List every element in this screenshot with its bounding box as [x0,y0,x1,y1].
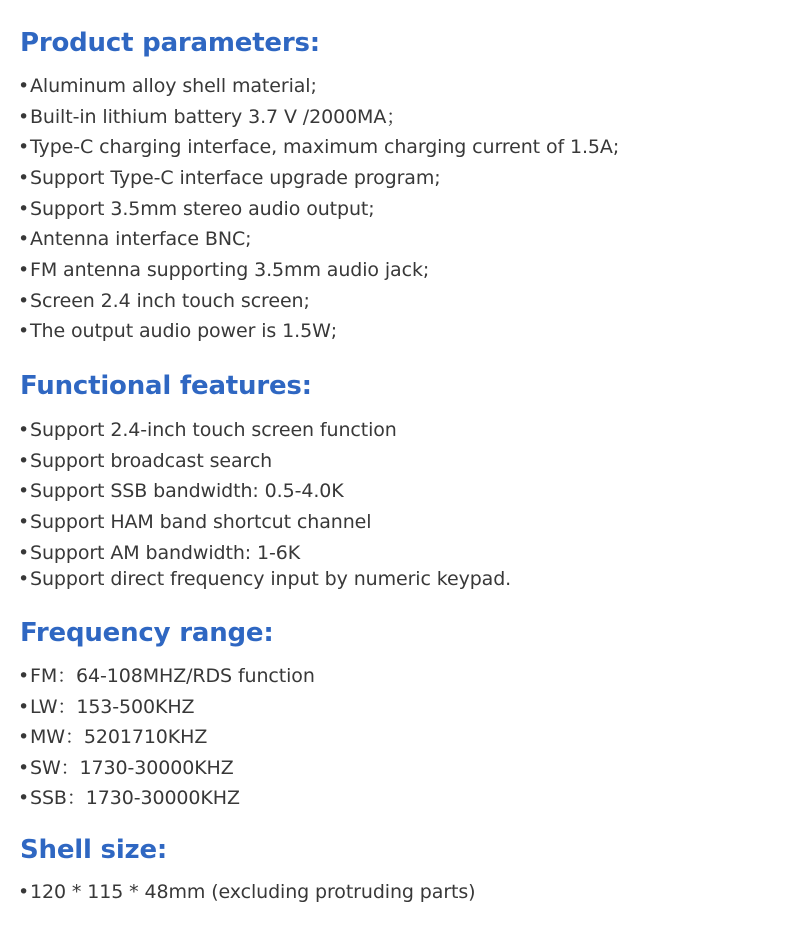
list-item [18,477,344,505]
list-item [18,225,251,253]
item-text: Support HAM band shortcut channel [30,511,372,533]
list-item [18,508,371,536]
bullet-icon: • [18,787,30,809]
section-title-product-parameters: Product parameters: [20,28,320,58]
item-text: Support 3.5mm stereo audio output; [30,198,375,220]
bullet-icon: • [18,881,30,903]
bullet-icon: • [18,419,30,441]
item-text: Support broadcast search [30,450,273,472]
list-item [18,317,337,345]
item-text: Support AM bandwidth: 1-6K [30,542,301,564]
bullet-icon: • [18,542,30,564]
bullet-icon: • [18,757,30,779]
bullet-icon: • [18,511,30,533]
list-item [18,72,317,100]
list-item [18,256,429,284]
list-item [18,565,511,593]
item-text: Support SSB bandwidth: 0.5-4.0K [30,480,344,502]
bullet-icon: • [18,167,30,189]
bullet-icon: • [18,198,30,220]
item-text: Support direct frequency input by numeric keypad. [30,568,512,590]
bullet-icon: • [18,228,30,250]
list-item [18,103,405,131]
list-item [18,164,441,192]
bullet-icon: • [18,696,30,718]
item-text: The output audio power is 1.5W; [30,320,338,342]
bullet-icon: • [18,75,30,97]
section-title-frequency-range: Frequency range: [20,618,274,648]
list-item [18,539,300,567]
bullet-icon: • [18,136,30,158]
item-text: Screen 2.4 inch touch screen; [30,290,310,312]
bullet-icon: • [18,480,30,502]
item-text: MW：5201710KHZ [30,726,208,748]
item-text: FM antenna supporting 3.5mm audio jack; [30,259,430,281]
list-item [18,195,375,223]
item-text: 120 * 115 * 48mm (excluding protruding parts) [30,881,476,903]
section-title-functional-features: Functional features: [20,371,312,401]
bullet-icon: • [18,290,30,312]
list-item [18,784,240,812]
bullet-icon: • [18,568,30,590]
item-text: FM：64-108MHZ/RDS function [30,665,315,687]
item-text: SSB：1730-30000KHZ [30,787,240,809]
list-item [18,447,272,475]
item-text: Antenna interface BNC; [30,228,252,250]
item-text: LW：153-500KHZ [30,696,195,718]
item-text: Built-in lithium battery 3.7 V /2000MA； [30,106,406,128]
list-item [18,878,476,906]
item-text: Aluminum alloy shell material; [30,75,317,97]
item-text: Support Type-C interface upgrade program; [30,167,441,189]
list-item [18,693,194,721]
bullet-icon: • [18,665,30,687]
bullet-icon: • [18,726,30,748]
bullet-icon: • [18,450,30,472]
bullet-icon: • [18,259,30,281]
item-text: SW：1730-30000KHZ [30,757,234,779]
item-text: Support 2.4-inch touch screen function [30,419,397,441]
list-item [18,723,207,751]
section-title-shell-size: Shell size: [20,835,168,865]
bullet-icon: • [18,320,30,342]
list-item [18,754,234,782]
list-item [18,662,315,690]
list-item [18,416,397,444]
list-item [18,133,619,161]
list-item [18,287,310,315]
bullet-icon: • [18,106,30,128]
item-text: Type-C charging interface, maximum charging current of 1.5A; [30,136,620,158]
